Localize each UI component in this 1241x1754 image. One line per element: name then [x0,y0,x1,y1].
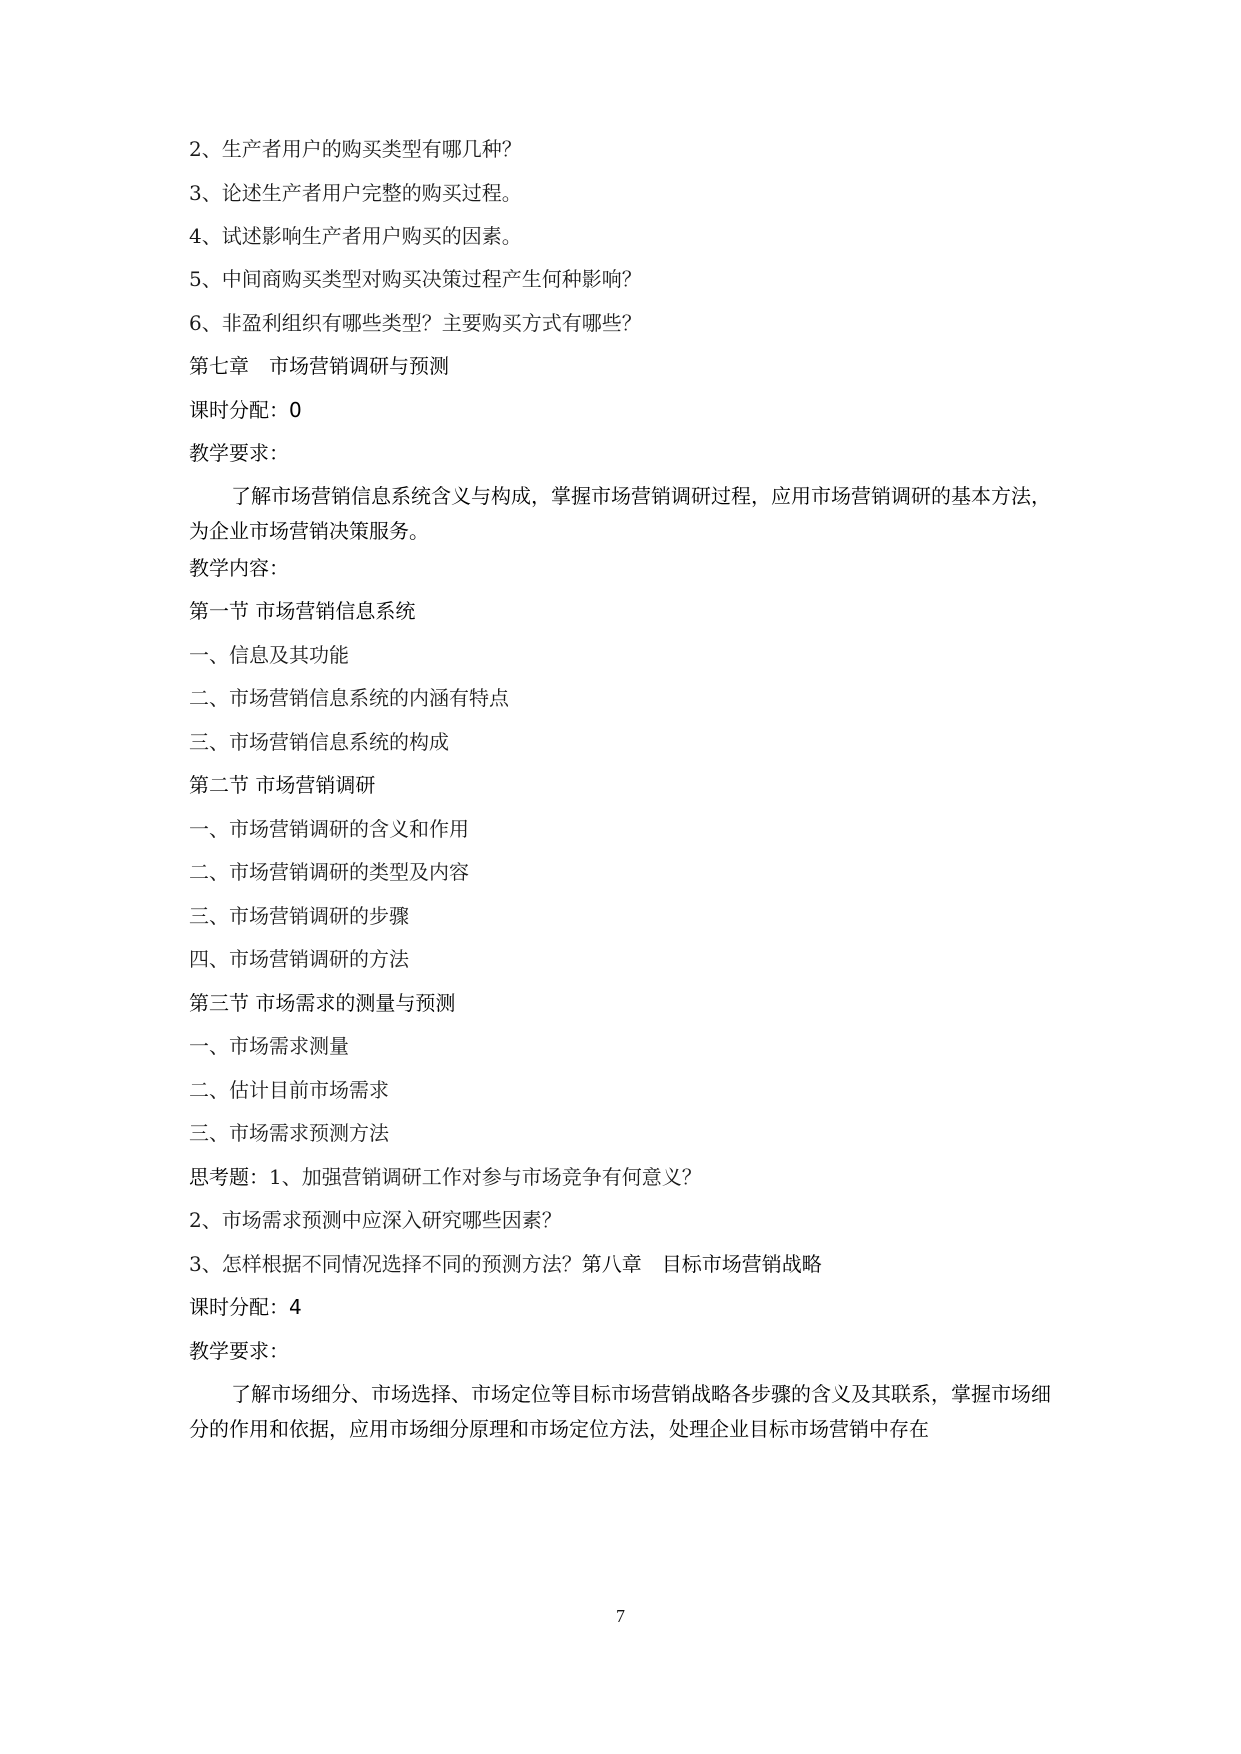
list-item: 三、市场营销信息系统的构成 [189,730,449,754]
list-item: 二、估计目前市场需求 [189,1078,389,1102]
thinking-question: 1、加强营销调研工作对参与市场竞争有何意义？ [269,1165,702,1189]
chapter-title: 第八章 目标市场营销战略 [581,1252,822,1276]
question-item: 5、中间商购买类型对购买决策过程产生何种影响？ [189,267,642,291]
list-item: 一、市场营销调研的含义和作用 [189,817,469,841]
list-item: 二、市场营销信息系统的内涵有特点 [189,686,509,710]
section-title: 第三节 市场需求的测量与预测 [189,991,456,1015]
thinking-questions-line [189,1164,1059,1190]
requirements-label: 教学要求： [189,1339,289,1363]
list-item: 四、市场营销调研的方法 [189,947,409,971]
question-item: 6、非盈利组织有哪些类型？主要购买方式有哪些？ [189,311,642,335]
requirements-text: 了解市场细分、市场选择、市场定位等目标市场营销战略各步骤的含义及其联系，掌握市场细分的作用和依据，应用市场细分原理和市场定位方法，处理企业目标市场营销中存在 [189,1382,1051,1441]
list-item: 三、市场需求预测方法 [189,1121,389,1145]
content-label: 教学内容： [189,556,289,580]
question-item: 3、论述生产者用户完整的购买过程。 [189,181,522,205]
requirements-label: 教学要求： [189,441,289,465]
section-title: 第二节 市场营销调研 [189,773,376,797]
question-item: 4、试述影响生产者用户购买的因素。 [189,224,522,248]
requirements-text: 了解市场营销信息系统含义与构成，掌握市场营销调研过程，应用市场营销调研的基本方法，为企业市场营销决策服务。 [189,484,1051,543]
thinking-question: 2、市场需求预测中应深入研究哪些因素？ [189,1208,562,1232]
hours-allocation: 课时分配：0 [189,398,302,422]
list-item: 三、市场营销调研的步骤 [189,904,409,928]
hours-allocation: 课时分配：4 [189,1295,302,1319]
list-item: 二、市场营销调研的类型及内容 [189,860,469,884]
thinking-question-line [189,1251,1059,1277]
thinking-label: 思考题： [189,1165,269,1189]
section-title: 第一节 市场营销信息系统 [189,599,416,623]
question-item: 2、生产者用户的购买类型有哪几种？ [189,137,522,161]
list-item: 一、市场需求测量 [189,1034,349,1058]
chapter-title: 第七章 市场营销调研与预测 [189,354,449,378]
page-number: 7 [616,1606,625,1626]
list-item: 一、信息及其功能 [189,643,349,667]
thinking-question: 3、怎样根据不同情况选择不同的预测方法？ [189,1252,582,1276]
